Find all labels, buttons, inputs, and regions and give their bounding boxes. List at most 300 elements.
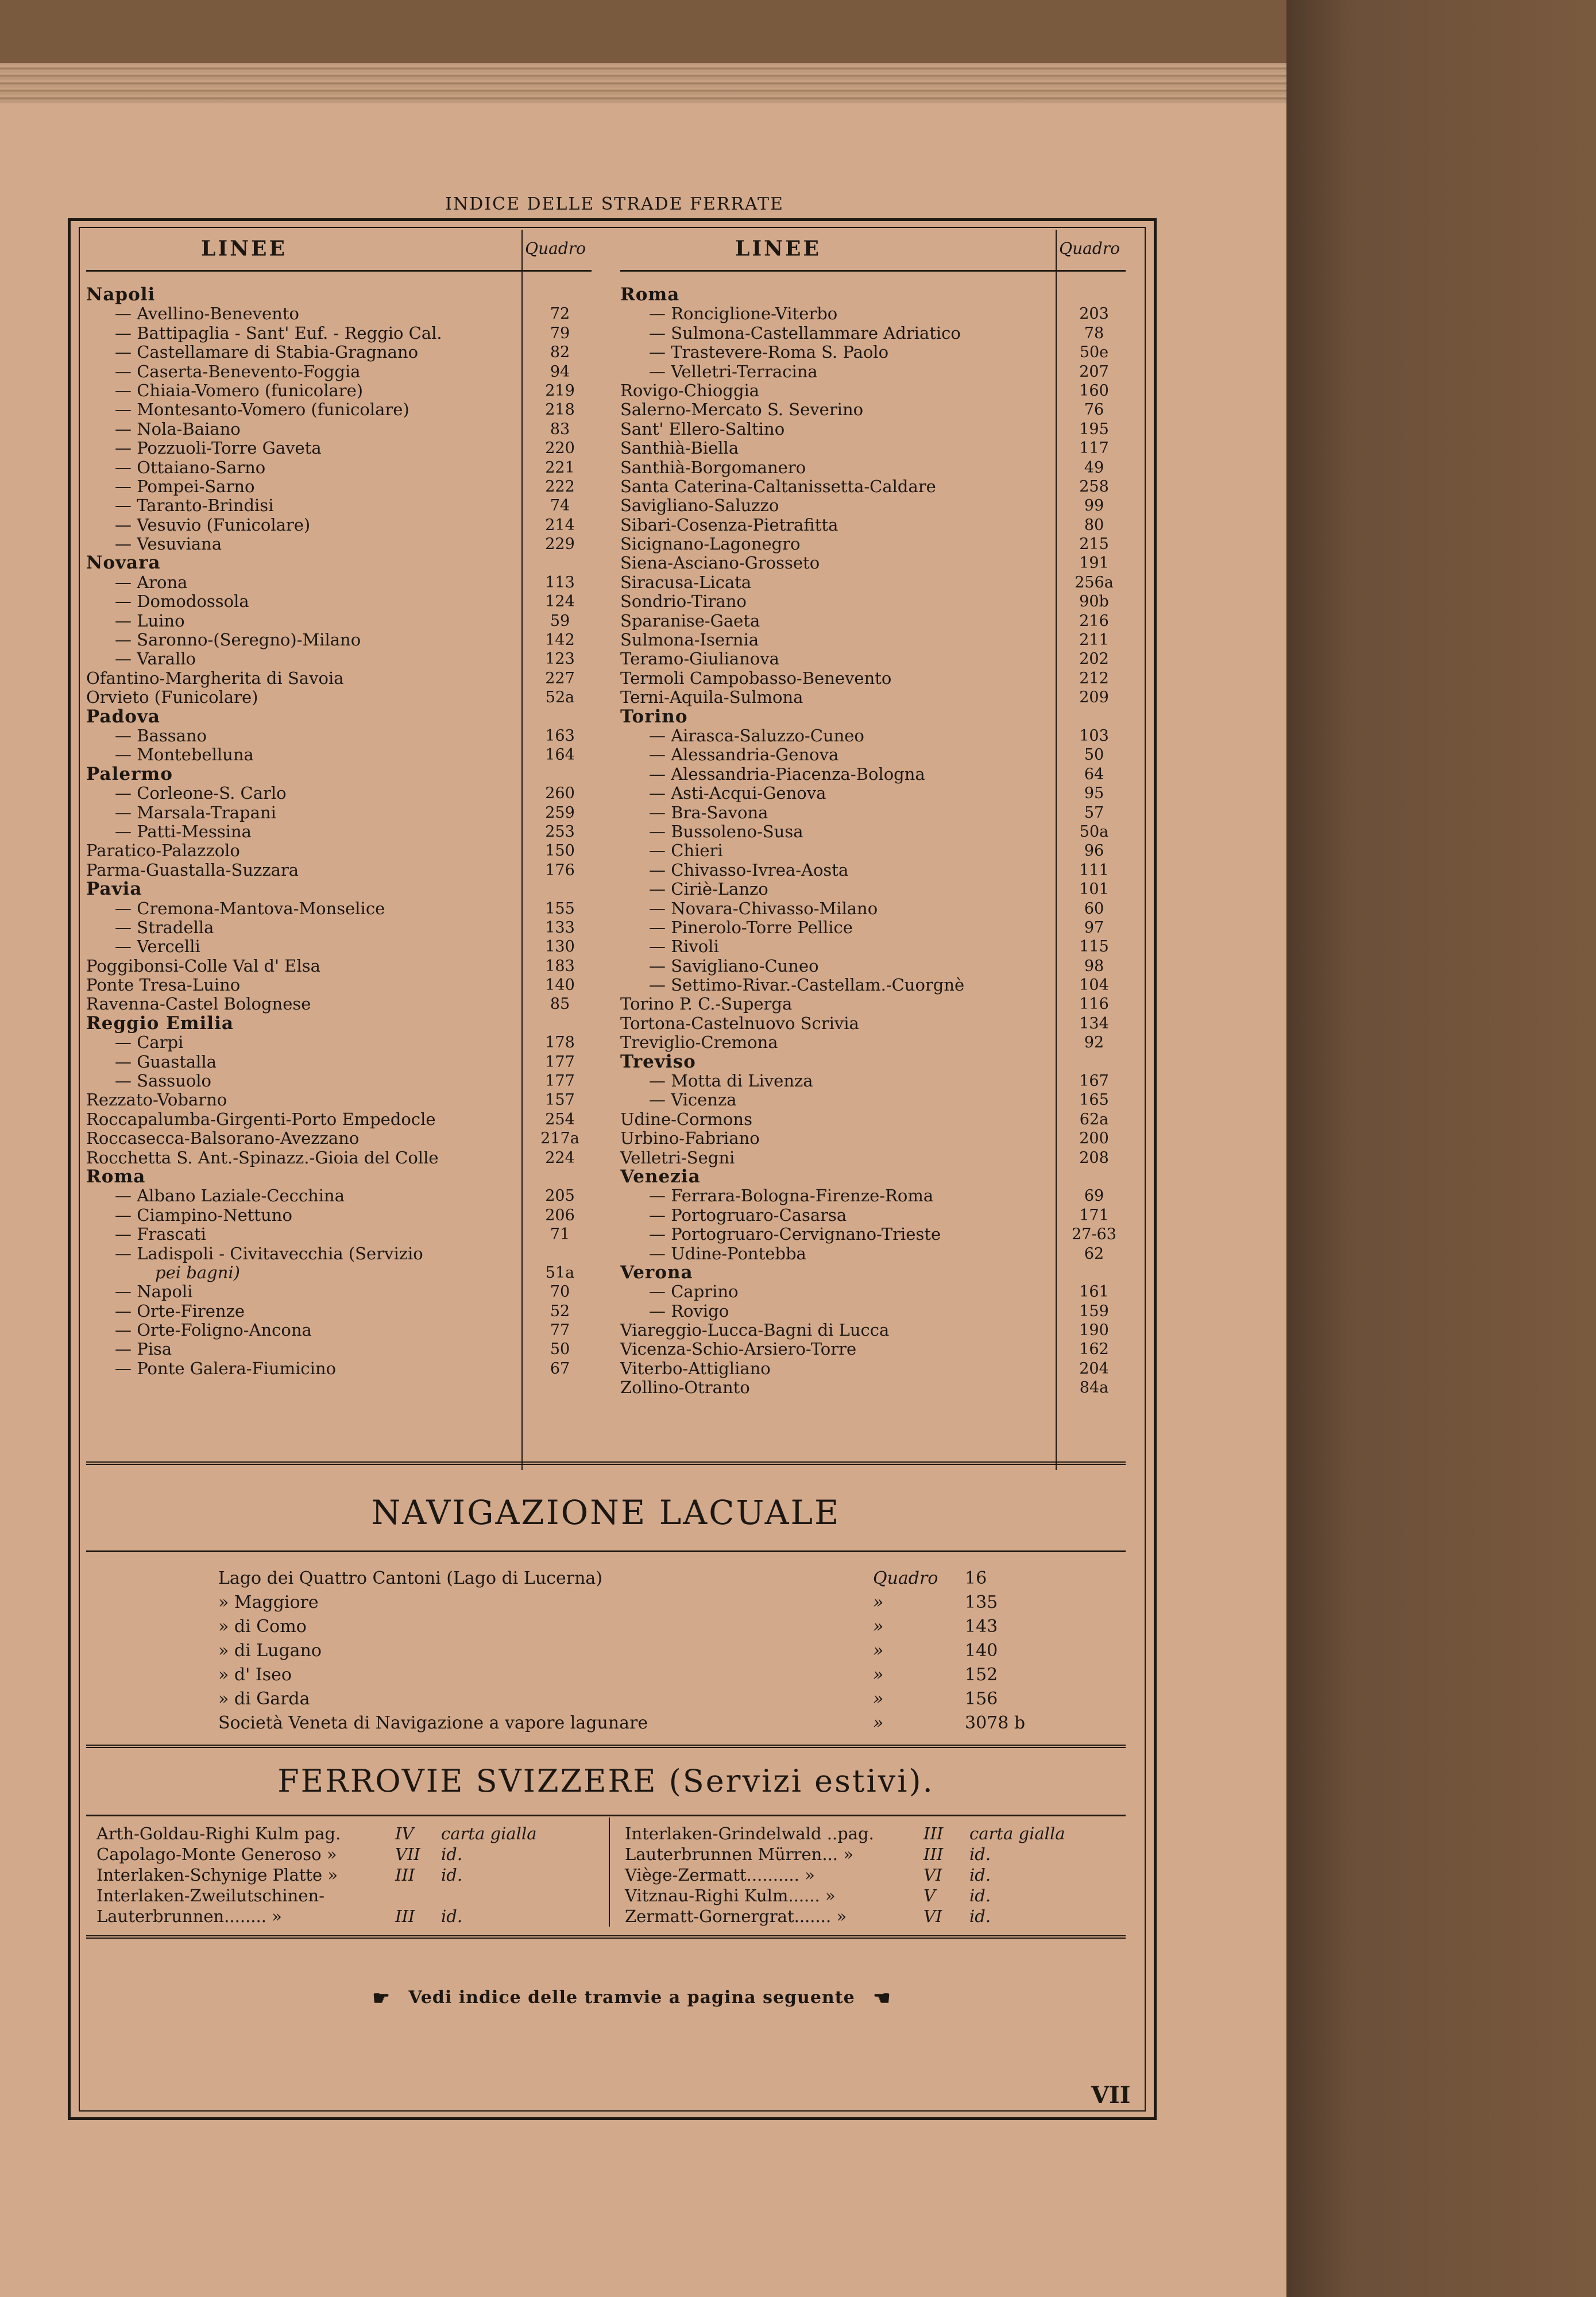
index-row	[86, 1053, 592, 1072]
line-name: — Trastevere-Roma S. Paolo	[649, 342, 889, 362]
swiss-row	[96, 1865, 613, 1885]
group-name: Pavia	[86, 879, 142, 900]
quadro-number: 203	[1079, 305, 1109, 323]
quadro-number: 256a	[1075, 573, 1114, 591]
index-row	[86, 669, 592, 688]
quadro-number: 206	[545, 1206, 575, 1224]
swiss-row	[96, 1823, 613, 1844]
quadro-number: 150	[545, 842, 575, 860]
quadro-label: »	[873, 1617, 884, 1637]
index-row	[620, 1091, 1126, 1109]
lake-row	[218, 1687, 1034, 1711]
index-row	[86, 400, 592, 419]
swiss-map: id.	[969, 1865, 991, 1885]
line-name: — Ciriè-Lanzo	[649, 879, 768, 899]
line-name: — Ferrara-Bologna-Firenze-Roma	[649, 1186, 934, 1206]
quadro-number: 51a	[545, 1263, 575, 1282]
index-row	[86, 1072, 592, 1091]
index-row	[620, 1014, 1126, 1033]
line-name: — Ronciglione-Viterbo	[649, 304, 838, 324]
index-row	[86, 1110, 592, 1129]
swiss-map: id.	[969, 1844, 991, 1864]
lake-name: » d' Iseo	[218, 1665, 292, 1685]
line-name: Zollino-Otranto	[620, 1378, 750, 1398]
quadro-number: 97	[1084, 918, 1104, 937]
line-name: — Settimo-Rivar.-Castellam.-Cuorgnè	[649, 975, 965, 995]
quadro-number: 117	[1079, 439, 1109, 458]
index-row	[620, 803, 1126, 822]
index-row	[620, 822, 1126, 841]
lake-row	[218, 1639, 1034, 1663]
right-index-column	[620, 230, 1126, 1470]
line-name: — Saronno-(Seregno)-Milano	[115, 630, 361, 650]
index-row	[86, 1091, 592, 1109]
index-row	[620, 1186, 1126, 1205]
swiss-map: id.	[969, 1886, 991, 1905]
quadro-number: 50	[550, 1340, 570, 1359]
index-row	[86, 1282, 592, 1301]
swiss-line-name: Arth-Goldau-Righi Kulm pag.	[96, 1824, 341, 1843]
line-name: Tortona-Castelnuovo Scrivia	[620, 1013, 859, 1033]
index-row	[620, 458, 1126, 477]
index-row	[86, 1148, 592, 1167]
quadro-number: 130	[545, 938, 575, 956]
line-name: — Montebelluna	[115, 745, 254, 765]
quadro-number: 113	[545, 573, 575, 591]
lake-row	[218, 1615, 1034, 1639]
index-row	[620, 1129, 1126, 1148]
line-name: — Savigliano-Cuneo	[649, 956, 819, 976]
quadro-number: 95	[1084, 784, 1104, 803]
quadro-number: 161	[1079, 1283, 1109, 1301]
line-name: — Ponte Galera-Fiumicino	[115, 1358, 337, 1378]
quadro-number: 211	[1079, 631, 1109, 649]
index-row	[86, 439, 592, 458]
quadro-number: 155	[545, 899, 575, 918]
quadro-number: 52	[550, 1302, 570, 1320]
line-name: Santhià-Borgomanero	[620, 457, 806, 477]
line-name: — Bra-Savona	[649, 802, 768, 822]
quadro-number: 3078 b	[965, 1713, 1026, 1733]
index-row	[620, 1206, 1126, 1225]
index-row	[86, 822, 592, 841]
quadro-label: Quadro	[1059, 239, 1120, 258]
index-row	[86, 612, 592, 631]
index-row	[620, 1244, 1126, 1263]
line-name: — Guastalla	[115, 1051, 217, 1072]
group-name: Treviso	[620, 1051, 696, 1072]
line-name: — Varallo	[115, 649, 196, 669]
index-row	[86, 899, 592, 918]
index-row	[620, 592, 1126, 611]
swiss-line-name: Interlaken-Schynige Platte »	[96, 1865, 338, 1885]
swiss-line-name: Capolago-Monte Generoso »	[96, 1844, 337, 1864]
line-name: — Pompei-Sarno	[115, 476, 255, 496]
line-name: Sondrio-Tirano	[620, 591, 747, 612]
line-name: Siena-Asciano-Grosseto	[620, 553, 820, 573]
swiss-line-name: Viège-Zermatt.......... »	[625, 1865, 815, 1885]
quadro-label: Quadro	[525, 239, 586, 258]
quadro-number: 143	[965, 1617, 998, 1637]
quadro-number: 229	[545, 535, 575, 554]
index-row	[86, 304, 592, 323]
index-row	[86, 324, 592, 343]
quadro-number: 60	[1084, 899, 1104, 918]
line-name: — Pozzuoli-Torre Gaveta	[115, 438, 322, 458]
index-row	[86, 1359, 592, 1378]
line-name: Ravenna-Castel Bolognese	[86, 994, 311, 1014]
left-index-column	[86, 230, 592, 1470]
line-name: — Domodossola	[115, 591, 249, 612]
line-name: — Vercelli	[115, 937, 200, 957]
index-group-heading	[620, 1167, 1126, 1186]
index-row	[86, 458, 592, 477]
index-row	[620, 880, 1126, 899]
quadro-number: 217a	[540, 1130, 579, 1148]
line-name: Urbino-Fabriano	[620, 1128, 760, 1148]
quadro-number: 171	[1079, 1206, 1109, 1224]
line-name: Teramo-Giulianova	[620, 649, 779, 669]
index-row	[86, 784, 592, 803]
quadro-number: 195	[1079, 420, 1109, 438]
index-row	[620, 516, 1126, 535]
pointing-hand-right-icon: ☛	[372, 1987, 391, 2010]
index-row	[86, 516, 592, 535]
index-group-heading	[620, 707, 1126, 726]
group-name: Roma	[620, 284, 680, 305]
index-row	[86, 343, 592, 362]
index-group-heading	[86, 1167, 592, 1186]
index-row	[620, 726, 1126, 745]
quadro-number: 207	[1079, 362, 1109, 381]
index-row	[620, 1282, 1126, 1301]
swiss-row	[625, 1885, 1142, 1906]
index-row	[620, 957, 1126, 976]
line-name: Ponte Tresa-Luino	[86, 975, 241, 995]
index-row	[86, 976, 592, 995]
quadro-number: 162	[1079, 1340, 1109, 1359]
quadro-number: 80	[1084, 516, 1104, 534]
index-row	[86, 1340, 592, 1359]
quadro-number: 214	[545, 516, 575, 534]
swiss-page: VI	[923, 1907, 942, 1926]
quadro-number: 191	[1079, 554, 1109, 573]
svizzere-left-list	[96, 1823, 613, 1927]
index-row	[86, 918, 592, 937]
quadro-number: 183	[545, 957, 575, 975]
pointing-hand-left-icon: ☚	[873, 1987, 891, 2010]
index-row	[86, 362, 592, 381]
group-name: Palermo	[86, 763, 173, 784]
quadro-number: 209	[1079, 689, 1109, 707]
index-row	[86, 477, 592, 496]
index-row	[620, 535, 1126, 554]
quadro-label: »	[873, 1689, 884, 1709]
swiss-map: id.	[969, 1907, 991, 1926]
index-row	[86, 381, 592, 400]
index-row	[620, 439, 1126, 458]
index-row	[86, 649, 592, 668]
quadro-number: 160	[1079, 381, 1109, 400]
linee-label: LINEE	[735, 237, 821, 261]
line-name: — Arona	[115, 572, 188, 592]
quadro-number: 221	[545, 458, 575, 477]
index-row	[620, 420, 1126, 439]
quadro-number: 64	[1084, 765, 1104, 783]
index-row	[86, 631, 592, 649]
quadro-number: 215	[1079, 535, 1109, 554]
line-name: Santhià-Biella	[620, 438, 739, 458]
quadro-label: »	[873, 1641, 884, 1661]
quadro-number: 92	[1084, 1034, 1104, 1052]
line-name: — Portogruaro-Cervignano-Trieste	[649, 1224, 941, 1244]
swiss-row	[96, 1844, 613, 1865]
page-number: VII	[1091, 2082, 1131, 2109]
index-row	[86, 1302, 592, 1321]
swiss-page: VII	[395, 1844, 420, 1864]
navigazione-title: NAVIGAZIONE LACUALE	[371, 1493, 841, 1532]
quadro-number: 202	[1079, 650, 1109, 668]
line-name: — Avellino-Benevento	[115, 304, 299, 324]
quadro-number: 156	[965, 1689, 998, 1709]
line-name: — Battipaglia - Sant' Euf. - Reggio Cal.	[115, 323, 442, 343]
index-row	[620, 1378, 1126, 1397]
index-row	[620, 688, 1126, 707]
quadro-number: 140	[965, 1641, 998, 1661]
swiss-page: III	[923, 1844, 944, 1864]
line-name: — Pinerolo-Torre Pellice	[649, 917, 853, 937]
line-name: — Alessandria-Piacenza-Bologna	[649, 764, 925, 784]
line-name: Rocchetta S. Ant.-Spinazz.-Gioia del Colle	[86, 1147, 439, 1167]
quadro-number: 208	[1079, 1148, 1109, 1167]
right-rows	[620, 272, 1126, 1398]
line-name: — Vesuviana	[115, 534, 222, 554]
swiss-line-name: Interlaken-Grindelwald ..pag.	[625, 1824, 874, 1843]
line-name: — Patti-Messina	[115, 821, 252, 841]
swiss-line-name: Lauterbrunnen........ »	[96, 1907, 282, 1926]
index-row	[620, 1148, 1126, 1167]
index-row	[86, 420, 592, 439]
quadro-number: 167	[1079, 1072, 1109, 1091]
quadro-number: 94	[550, 362, 570, 381]
quadro-number: 178	[545, 1034, 575, 1052]
line-name: — Caserta-Benevento-Foggia	[115, 361, 361, 381]
index-row	[86, 688, 592, 707]
index-row	[86, 841, 592, 860]
quadro-number: 258	[1079, 477, 1109, 496]
line-name: Sicignano-Lagonegro	[620, 534, 801, 554]
line-name: — Rivoli	[649, 937, 719, 957]
line-name: Torino P. C.-Superga	[620, 994, 793, 1014]
quadro-number: 216	[1079, 612, 1109, 630]
line-name: Salerno-Mercato S. Severino	[620, 400, 864, 420]
swiss-line-name: Lauterbrunnen Mürren... »	[625, 1844, 853, 1864]
index-row	[86, 1129, 592, 1148]
quadro-number: 85	[550, 995, 570, 1014]
quadro-number: 72	[550, 305, 570, 323]
quadro-number: 212	[1079, 669, 1109, 687]
index-row	[86, 995, 592, 1014]
quadro-number: 103	[1079, 726, 1109, 745]
line-name: — Chivasso-Ivrea-Aosta	[649, 860, 849, 880]
index-row	[620, 304, 1126, 323]
swiss-page: III	[395, 1865, 415, 1885]
quadro-number: 259	[545, 803, 575, 822]
quadro-number: 163	[545, 726, 575, 745]
line-name: Rovigo-Chioggia	[620, 380, 760, 400]
quadro-number: 67	[550, 1359, 570, 1378]
index-row	[620, 1072, 1126, 1091]
index-row	[620, 573, 1126, 592]
line-name: Sant' Ellero-Saltino	[620, 419, 785, 439]
quadro-number: 78	[1084, 324, 1104, 342]
lake-name: » Maggiore	[218, 1592, 319, 1612]
group-name: Novara	[86, 552, 161, 574]
swiss-map: carta gialla	[969, 1824, 1065, 1843]
index-row	[620, 381, 1126, 400]
quadro-number: 140	[545, 976, 575, 995]
footer-note	[287, 1987, 976, 2010]
index-row	[86, 496, 592, 515]
quadro-number: 219	[545, 381, 575, 400]
index-row	[620, 995, 1126, 1014]
line-name: — Caprino	[649, 1282, 739, 1302]
line-name: Siracusa-Licata	[620, 572, 752, 592]
line-name: — Ciampino-Nettuno	[115, 1205, 292, 1225]
quadro-number: 74	[550, 497, 570, 515]
line-name: Ofantino-Margherita di Savoia	[86, 668, 344, 688]
left-column-header	[86, 230, 592, 272]
swiss-map: id.	[441, 1865, 463, 1885]
navigazione-list	[218, 1567, 1034, 1735]
quadro-number: 164	[545, 746, 575, 764]
line-name: — Orte-Foligno-Ancona	[115, 1320, 312, 1340]
line-name: pei bagni)	[155, 1262, 240, 1282]
index-row	[620, 765, 1126, 784]
group-name: Verona	[620, 1262, 693, 1283]
line-name: — Udine-Pontebba	[649, 1243, 806, 1263]
line-name: Udine-Cormons	[620, 1109, 752, 1129]
line-name: Sparanise-Gaeta	[620, 610, 760, 631]
quadro-number: 16	[965, 1568, 987, 1588]
line-name: — Chiaia-Vomero (funicolare)	[115, 380, 364, 400]
group-name: Roma	[86, 1166, 146, 1187]
index-group-heading	[620, 1263, 1126, 1282]
quadro-number: 159	[1079, 1302, 1109, 1320]
index-row	[620, 343, 1126, 362]
index-row	[620, 649, 1126, 668]
line-name: — Rovigo	[649, 1301, 729, 1321]
page-edge	[0, 63, 1286, 103]
quadro-number: 260	[545, 784, 575, 803]
quadro-number: 116	[1079, 995, 1109, 1014]
line-name: Poggibonsi-Colle Val d' Elsa	[86, 956, 320, 976]
swiss-row	[96, 1885, 613, 1906]
line-name: — Frascati	[115, 1224, 206, 1244]
footer-text: Vedi indice delle tramvie a pagina seguente	[408, 1987, 855, 2008]
index-row	[86, 1206, 592, 1225]
quadro-number: 69	[1084, 1187, 1104, 1205]
swiss-page: IV	[395, 1824, 414, 1843]
line-name: — Velletri-Terracina	[649, 361, 818, 381]
book-binding-background	[1286, 0, 1596, 2297]
line-name: — Albano Laziale-Cecchina	[115, 1186, 345, 1206]
section-divider	[86, 1461, 1126, 1465]
quadro-number: 157	[545, 1091, 575, 1109]
index-row	[620, 362, 1126, 381]
swiss-map: id.	[441, 1844, 463, 1864]
line-name: Rezzato-Vobarno	[86, 1090, 227, 1110]
group-name: Torino	[620, 706, 688, 727]
line-name: — Ladispoli - Civitavecchia (Servizio	[115, 1243, 423, 1263]
swiss-row	[625, 1844, 1142, 1865]
lake-name: » di Garda	[218, 1689, 310, 1709]
quadro-number: 76	[1084, 401, 1104, 419]
index-row	[86, 726, 592, 745]
running-head: INDICE DELLE STRADE FERRATE	[445, 194, 784, 214]
index-row	[620, 1110, 1126, 1129]
quadro-number: 82	[550, 343, 570, 362]
quadro-number: 165	[1079, 1091, 1109, 1109]
line-name: Vicenza-Schio-Arsiero-Torre	[620, 1339, 857, 1359]
line-name: — Sassuolo	[115, 1071, 212, 1091]
line-name: Roccapalumba-Girgenti-Porto Empedocle	[86, 1109, 436, 1129]
line-name: — Motta di Livenza	[649, 1071, 813, 1091]
index-group-heading	[86, 1014, 592, 1033]
line-name: Terni-Aquila-Sulmona	[620, 687, 803, 707]
swiss-line-name: Interlaken-Zweilutschinen-	[96, 1886, 324, 1905]
quadro-number: 104	[1079, 976, 1109, 995]
quadro-number: 222	[545, 477, 575, 496]
index-row	[620, 745, 1126, 764]
index-group-heading	[86, 554, 592, 573]
quadro-number: 200	[1079, 1130, 1109, 1148]
quadro-number: 177	[545, 1053, 575, 1071]
quadro-number: 84a	[1079, 1379, 1109, 1397]
index-row	[620, 400, 1126, 419]
index-row	[620, 976, 1126, 995]
index-row	[86, 535, 592, 554]
index-row	[620, 1033, 1126, 1052]
quadro-number: 224	[545, 1148, 575, 1167]
line-name: — Bassano	[115, 725, 207, 745]
swiss-page: III	[395, 1907, 415, 1926]
line-name: — Marsala-Trapani	[115, 802, 276, 822]
lake-name: Lago dei Quattro Cantoni (Lago di Lucerna)	[218, 1568, 602, 1588]
quadro-number: 101	[1079, 880, 1109, 899]
quadro-number: 27-63	[1072, 1225, 1116, 1244]
quadro-number: 50e	[1079, 343, 1109, 362]
line-name: Termoli Campobasso-Benevento	[620, 668, 892, 688]
swiss-line-name: Zermatt-Gornergrat....... »	[625, 1907, 847, 1926]
line-name: — Sulmona-Castellammare Adriatico	[649, 323, 961, 343]
column-divider	[609, 1818, 610, 1927]
section-divider	[86, 1745, 1126, 1748]
quadro-number: 111	[1079, 861, 1109, 879]
quadro-number: 57	[1084, 803, 1104, 822]
index-group-heading	[86, 765, 592, 784]
quadro-number: 123	[545, 650, 575, 668]
line-name: — Carpi	[115, 1033, 184, 1053]
linee-label: LINEE	[201, 237, 287, 261]
quadro-number: 204	[1079, 1359, 1109, 1378]
index-row	[620, 1340, 1126, 1359]
svizzere-right-list	[625, 1823, 1142, 1927]
quadro-number: 99	[1084, 497, 1104, 515]
line-name: Savigliano-Saluzzo	[620, 496, 779, 516]
index-row	[620, 496, 1126, 515]
quadro-number: 134	[1079, 1014, 1109, 1033]
